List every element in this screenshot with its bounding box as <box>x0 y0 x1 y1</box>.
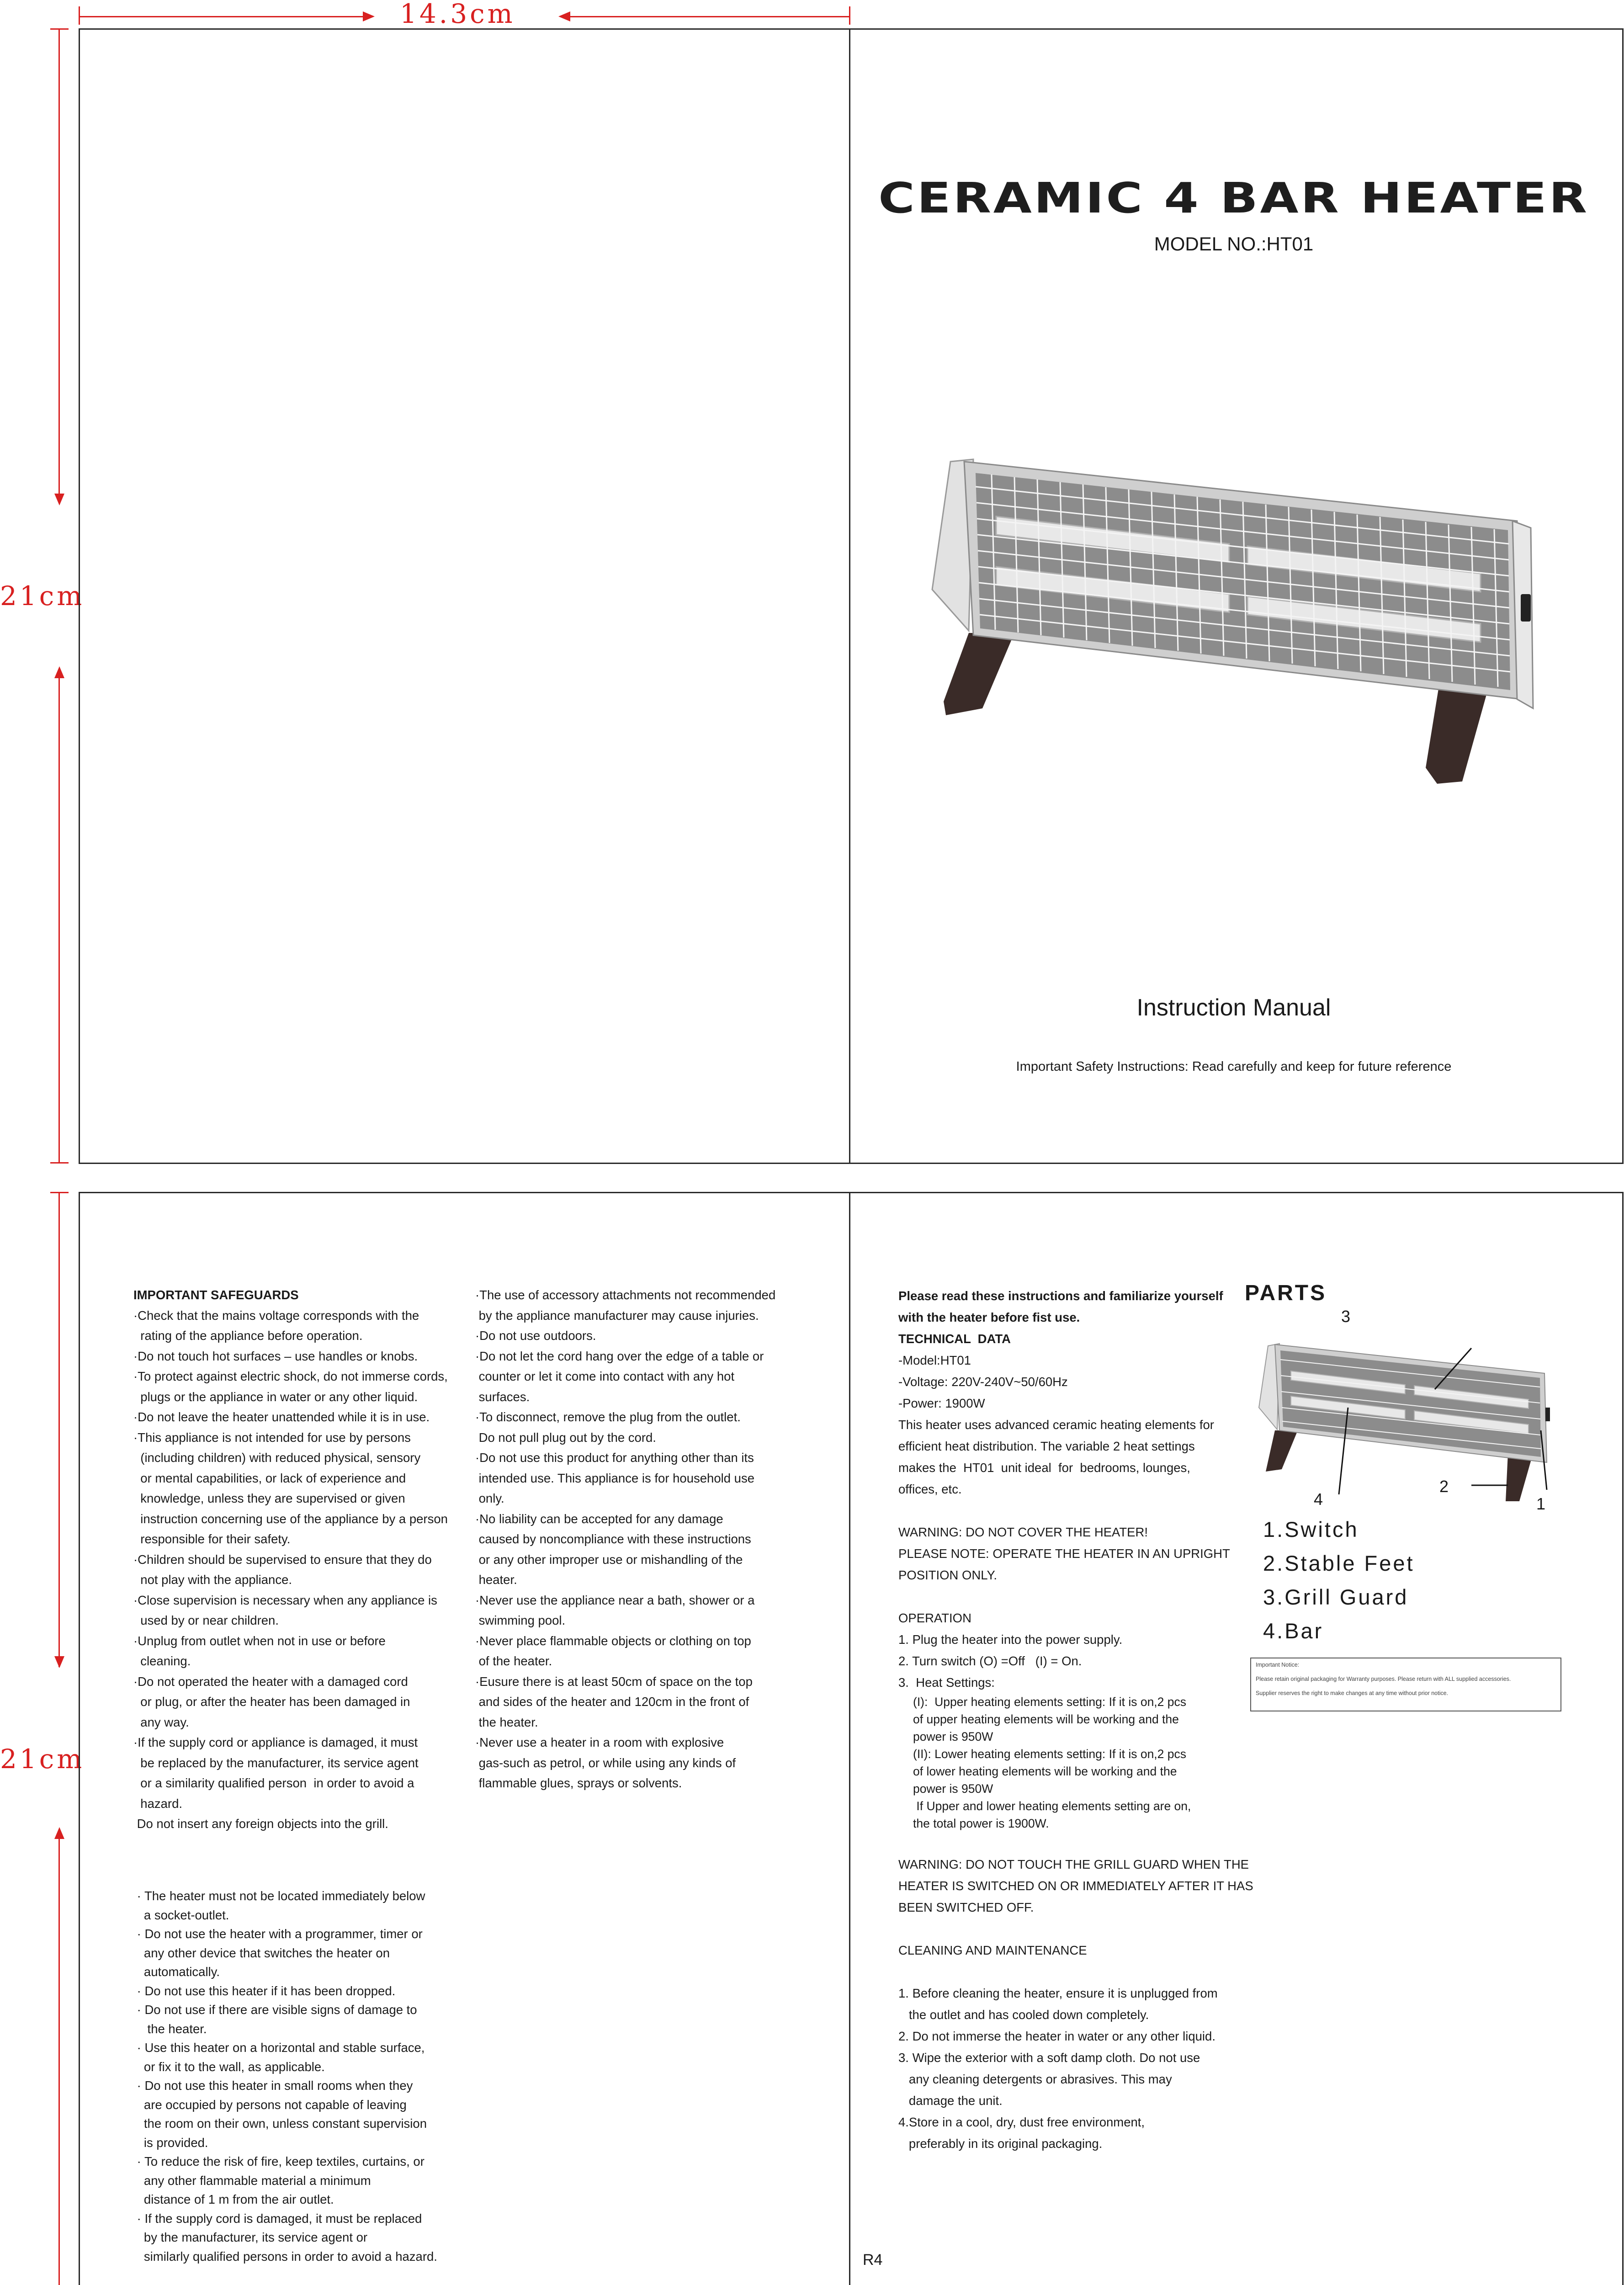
col2-line: swimming pool. <box>475 1613 566 1627</box>
col2-line: ·Do not use outdoors. <box>475 1328 596 1343</box>
page-code: R4 <box>863 2251 883 2269</box>
col2-line: ·The use of accessory attachments not recommended <box>475 1288 776 1302</box>
safeguards-column-1 <box>133 1285 485 1834</box>
col1-line: knowledge, unless they are supervised or given <box>133 1491 405 1505</box>
heat-setting-line: of lower heating elements will be working and the <box>913 1764 1177 1778</box>
notice-line: Important Notice: <box>1256 1662 1300 1668</box>
cleaning-line: 4.Store in a cool, dry, dust free environment, <box>898 2115 1145 2129</box>
col1-line: ·Do not touch hot surfaces – use handles or knobs. <box>133 1349 418 1363</box>
col1b-line: distance of 1 m from the air outlet. <box>133 2192 334 2206</box>
parts-title: PARTS <box>1245 1281 1327 1305</box>
heat-setting-line: power is 950W <box>913 1730 993 1743</box>
col1-line: or mental capabilities, or lack of experience and <box>133 1471 406 1485</box>
tech-line: -Model:HT01 <box>898 1353 971 1367</box>
notice-line: Supplier reserves the right to make changes at any time without prior notice. <box>1256 1690 1449 1696</box>
part-item-stable-feet: 2.Stable Feet <box>1263 1551 1415 1575</box>
cleaning-line: damage the unit. <box>898 2094 1003 2108</box>
warning2-line: BEEN SWITCHED OFF. <box>898 1900 1034 1914</box>
col2-line: ·Do not use this product for anything other than its <box>475 1451 754 1465</box>
col2-line: or any other improper use or mishandling of the <box>475 1552 743 1567</box>
warning2-line: WARNING: DO NOT TOUCH THE GRILL GUARD WHEN THE <box>898 1857 1249 1871</box>
col1-line: ·To protect against electric shock, do not immerse cords, <box>133 1369 448 1383</box>
col1b-line: by the manufacturer, its service agent or <box>133 2230 368 2244</box>
heat-setting-line: (I): Upper heating elements setting: If it is on,2 pcs <box>913 1695 1187 1709</box>
width-label: 14.3cm <box>400 0 515 29</box>
part-item-switch: 1.Switch <box>1263 1517 1359 1541</box>
col1-line: cleaning. <box>133 1654 191 1668</box>
cleaning-line: 3. Wipe the exterior with a soft damp cloth. Do not use <box>898 2051 1200 2065</box>
col1b-line: · Do not use this heater if it has been dropped. <box>133 1983 396 1998</box>
switch-icon <box>1545 1408 1550 1421</box>
cover-manual-title: Instruction Manual <box>1136 994 1331 1021</box>
col1-line: hazard. <box>133 1796 183 1811</box>
cleaning-line: any cleaning detergents or abrasives. This may <box>898 2072 1172 2086</box>
col2-line: by the appliance manufacturer may cause injuries. <box>475 1308 759 1323</box>
cleaning-heading: CLEANING AND MAINTENANCE <box>898 1943 1087 1957</box>
height-label-bottom: 21cm <box>0 1743 85 1775</box>
col2-line: and sides of the heater and 120cm in the front of <box>475 1695 749 1709</box>
col2-line: ·Eusure there is at least 50cm of space on the top <box>475 1674 753 1689</box>
col1b-line: the room on their own, unless constant supervision <box>133 2116 427 2131</box>
col2-line: caused by noncompliance with these instructions <box>475 1532 751 1546</box>
col1-line: ·Children should be supervised to ensure that they do <box>133 1552 432 1567</box>
col1-line: ·This appliance is not intended for use by persons <box>133 1430 411 1445</box>
col1-line: be replaced by the manufacturer, its service agent <box>133 1755 419 1770</box>
col1b-line: any other device that switches the heater on <box>133 1945 390 1960</box>
part-item-bar: 4.Bar <box>1263 1619 1324 1643</box>
col2-line: ·Never place flammable objects or clothing on top <box>475 1633 751 1648</box>
col1b-line: · The heater must not be located immediately below <box>133 1889 425 1903</box>
heat-setting-line: power is 950W <box>913 1782 993 1796</box>
callout-bar: 4 <box>1314 1490 1323 1509</box>
col2-line: of the heater. <box>475 1654 552 1668</box>
col1b-line: a socket-outlet. <box>133 1908 229 1922</box>
col1-line: not play with the appliance. <box>133 1573 292 1587</box>
safeguards-heading: IMPORTANT SAFEGUARDS <box>133 1288 299 1302</box>
col1b-line: · If the supply cord is damaged, it must be replaced <box>133 2211 422 2226</box>
cover-model-number: MODEL NO.:HT01 <box>1154 233 1314 255</box>
col2-line: heater. <box>475 1573 517 1587</box>
warning-line: POSITION ONLY. <box>898 1568 997 1582</box>
switch-icon <box>1521 594 1531 622</box>
tech-line: -Power: 1900W <box>898 1396 985 1410</box>
col2-line: gas-such as petrol, or while using any kinds of <box>475 1755 736 1770</box>
tech-line: makes the HT01 unit ideal for bedrooms, lounges, <box>898 1461 1190 1475</box>
col1-line: rating of the appliance before operation. <box>133 1328 363 1343</box>
col1-line: instruction concerning use of the appliance by a person <box>133 1511 448 1526</box>
col1b-line: or fix it to the wall, as applicable. <box>133 2059 325 2074</box>
col2-line: ·Do not let the cord hang over the edge of a table or <box>475 1349 764 1363</box>
col1b-line: the heater. <box>133 2021 207 2036</box>
col1-line: ·Close supervision is necessary when any appliance is <box>133 1593 437 1607</box>
col1-line: or plug, or after the heater has been damaged in <box>133 1695 410 1709</box>
heater-illustration <box>918 452 1558 786</box>
cleaning-line: the outlet and has cooled down completely. <box>898 2008 1149 2022</box>
heat-setting-line: the total power is 1900W. <box>913 1817 1049 1830</box>
operation-line: 2. Turn switch (O) =Off (I) = On. <box>898 1654 1082 1668</box>
cleaning-line: 2. Do not immerse the heater in water or any other liquid. <box>898 2029 1215 2043</box>
parts-list <box>1263 1513 1415 1648</box>
col1b-line: is provided. <box>133 2135 208 2150</box>
col1-line: responsible for their safety. <box>133 1532 291 1546</box>
heat-setting-line: (II): Lower heating elements setting: If it is on,2 pcs <box>913 1747 1187 1761</box>
intro-line: Please read these instructions and familiarize yourself <box>898 1289 1223 1303</box>
col1b-line: are occupied by persons not capable of leaving <box>133 2097 407 2112</box>
tech-line: -Voltage: 220V-240V~50/60Hz <box>898 1375 1068 1389</box>
callout-stable-feet: 2 <box>1439 1477 1449 1496</box>
bottom-sheet-fold <box>849 1192 850 2285</box>
operation-line: 3. Heat Settings: <box>898 1675 995 1690</box>
col1-line: or a similarity qualified person in order to avoid a <box>133 1776 414 1790</box>
col2-line: ·No liability can be accepted for any damage <box>475 1511 723 1526</box>
callout-grill-guard: 3 <box>1341 1307 1351 1326</box>
operation-line: 1. Plug the heater into the power supply. <box>898 1632 1123 1647</box>
col1b-line: automatically. <box>133 1965 220 1979</box>
col1-line: plugs or the appliance in water or any other liquid. <box>133 1389 418 1404</box>
col1b-line: · Do not use if there are visible signs of damage to <box>133 2003 417 2017</box>
important-notice-box <box>1250 1658 1561 1711</box>
col1b-line: any other flammable material a minimum <box>133 2173 371 2188</box>
safeguards-column-1b <box>133 1886 485 2266</box>
notice-line: Please retain original packaging for Warranty purposes. Please return with ALL supplied accessories. <box>1256 1676 1511 1682</box>
heater-parts-illustration <box>1252 1339 1554 1508</box>
warning-line: PLEASE NOTE: OPERATE THE HEATER IN AN UPRIGHT <box>898 1546 1230 1561</box>
col2-line: surfaces. <box>475 1389 530 1404</box>
part-item-grill-guard: 3.Grill Guard <box>1263 1585 1409 1609</box>
col1-line: Do not insert any foreign objects into the grill. <box>133 1817 388 1831</box>
col1-line: ·If the supply cord or appliance is damaged, it must <box>133 1735 418 1749</box>
col1-line: any way. <box>133 1715 189 1729</box>
col1-line: used by or near children. <box>133 1613 279 1627</box>
cleaning-line: 1. Before cleaning the heater, ensure it is unplugged from <box>898 1986 1218 2000</box>
intro-line: with the heater before fist use. <box>898 1310 1080 1324</box>
col1-line: ·Check that the mains voltage corresponds with the <box>133 1308 419 1323</box>
col2-line: only. <box>475 1491 504 1505</box>
col2-line: intended use. This appliance is for household use <box>475 1471 755 1485</box>
col2-line: ·Never use the appliance near a bath, shower or a <box>475 1593 755 1607</box>
cleaning-line: preferably in its original packaging. <box>898 2136 1103 2151</box>
col2-line: counter or let it come into contact with any hot <box>475 1369 735 1383</box>
col2-line: Do not pull plug out by the cord. <box>475 1430 656 1445</box>
instructions-column <box>898 1285 1253 2154</box>
col2-line: the heater. <box>475 1715 538 1729</box>
warning-line: WARNING: DO NOT COVER THE HEATER! <box>898 1525 1148 1539</box>
callout-switch: 1 <box>1536 1494 1546 1513</box>
col1b-line: · Do not use the heater with a programmer, timer or <box>133 1927 423 1941</box>
col1b-line: · To reduce the risk of fire, keep textiles, curtains, or <box>133 2154 425 2168</box>
col1-line: ·Do not operated the heater with a damaged cord <box>133 1674 408 1689</box>
heat-setting-line: If Upper and lower heating elements setting are on, <box>913 1799 1191 1813</box>
warning2-line: HEATER IS SWITCHED ON OR IMMEDIATELY AFTER IT HAS <box>898 1879 1253 1893</box>
col1b-line: similarly qualified persons in order to avoid a hazard. <box>133 2249 437 2264</box>
col1b-line: · Use this heater on a horizontal and stable surface, <box>133 2041 425 2055</box>
operation-heading: OPERATION <box>898 1611 971 1625</box>
tech-line: efficient heat distribution. The variable 2 heat settings <box>898 1439 1195 1453</box>
col1-line: ·Do not leave the heater unattended while it is in use. <box>133 1410 430 1424</box>
heat-setting-line: of upper heating elements will be working and the <box>913 1712 1179 1726</box>
col1-line: ·Unplug from outlet when not in use or before <box>133 1633 386 1648</box>
tech-heading: TECHNICAL DATA <box>898 1332 1011 1346</box>
safeguards-column-2 <box>475 1285 832 1794</box>
col2-line: ·To disconnect, remove the plug from the outlet. <box>475 1410 741 1424</box>
col1-line: (including children) with reduced physical, sensory <box>133 1451 421 1465</box>
tech-line: This heater uses advanced ceramic heating elements for <box>898 1418 1214 1432</box>
col1b-line: · Do not use this heater in small rooms when they <box>133 2078 413 2093</box>
tech-line: offices, etc. <box>898 1482 962 1496</box>
col2-line: ·Never use a heater in a room with explosive <box>475 1735 724 1749</box>
col2-line: flammable glues, sprays or solvents. <box>475 1776 682 1790</box>
cover-safety-note: Important Safety Instructions: Read carefully and keep for future reference <box>1016 1059 1452 1074</box>
cover-title: CERAMIC 4 BAR HEATER <box>878 174 1589 223</box>
height-label-top: 21cm <box>0 580 85 611</box>
